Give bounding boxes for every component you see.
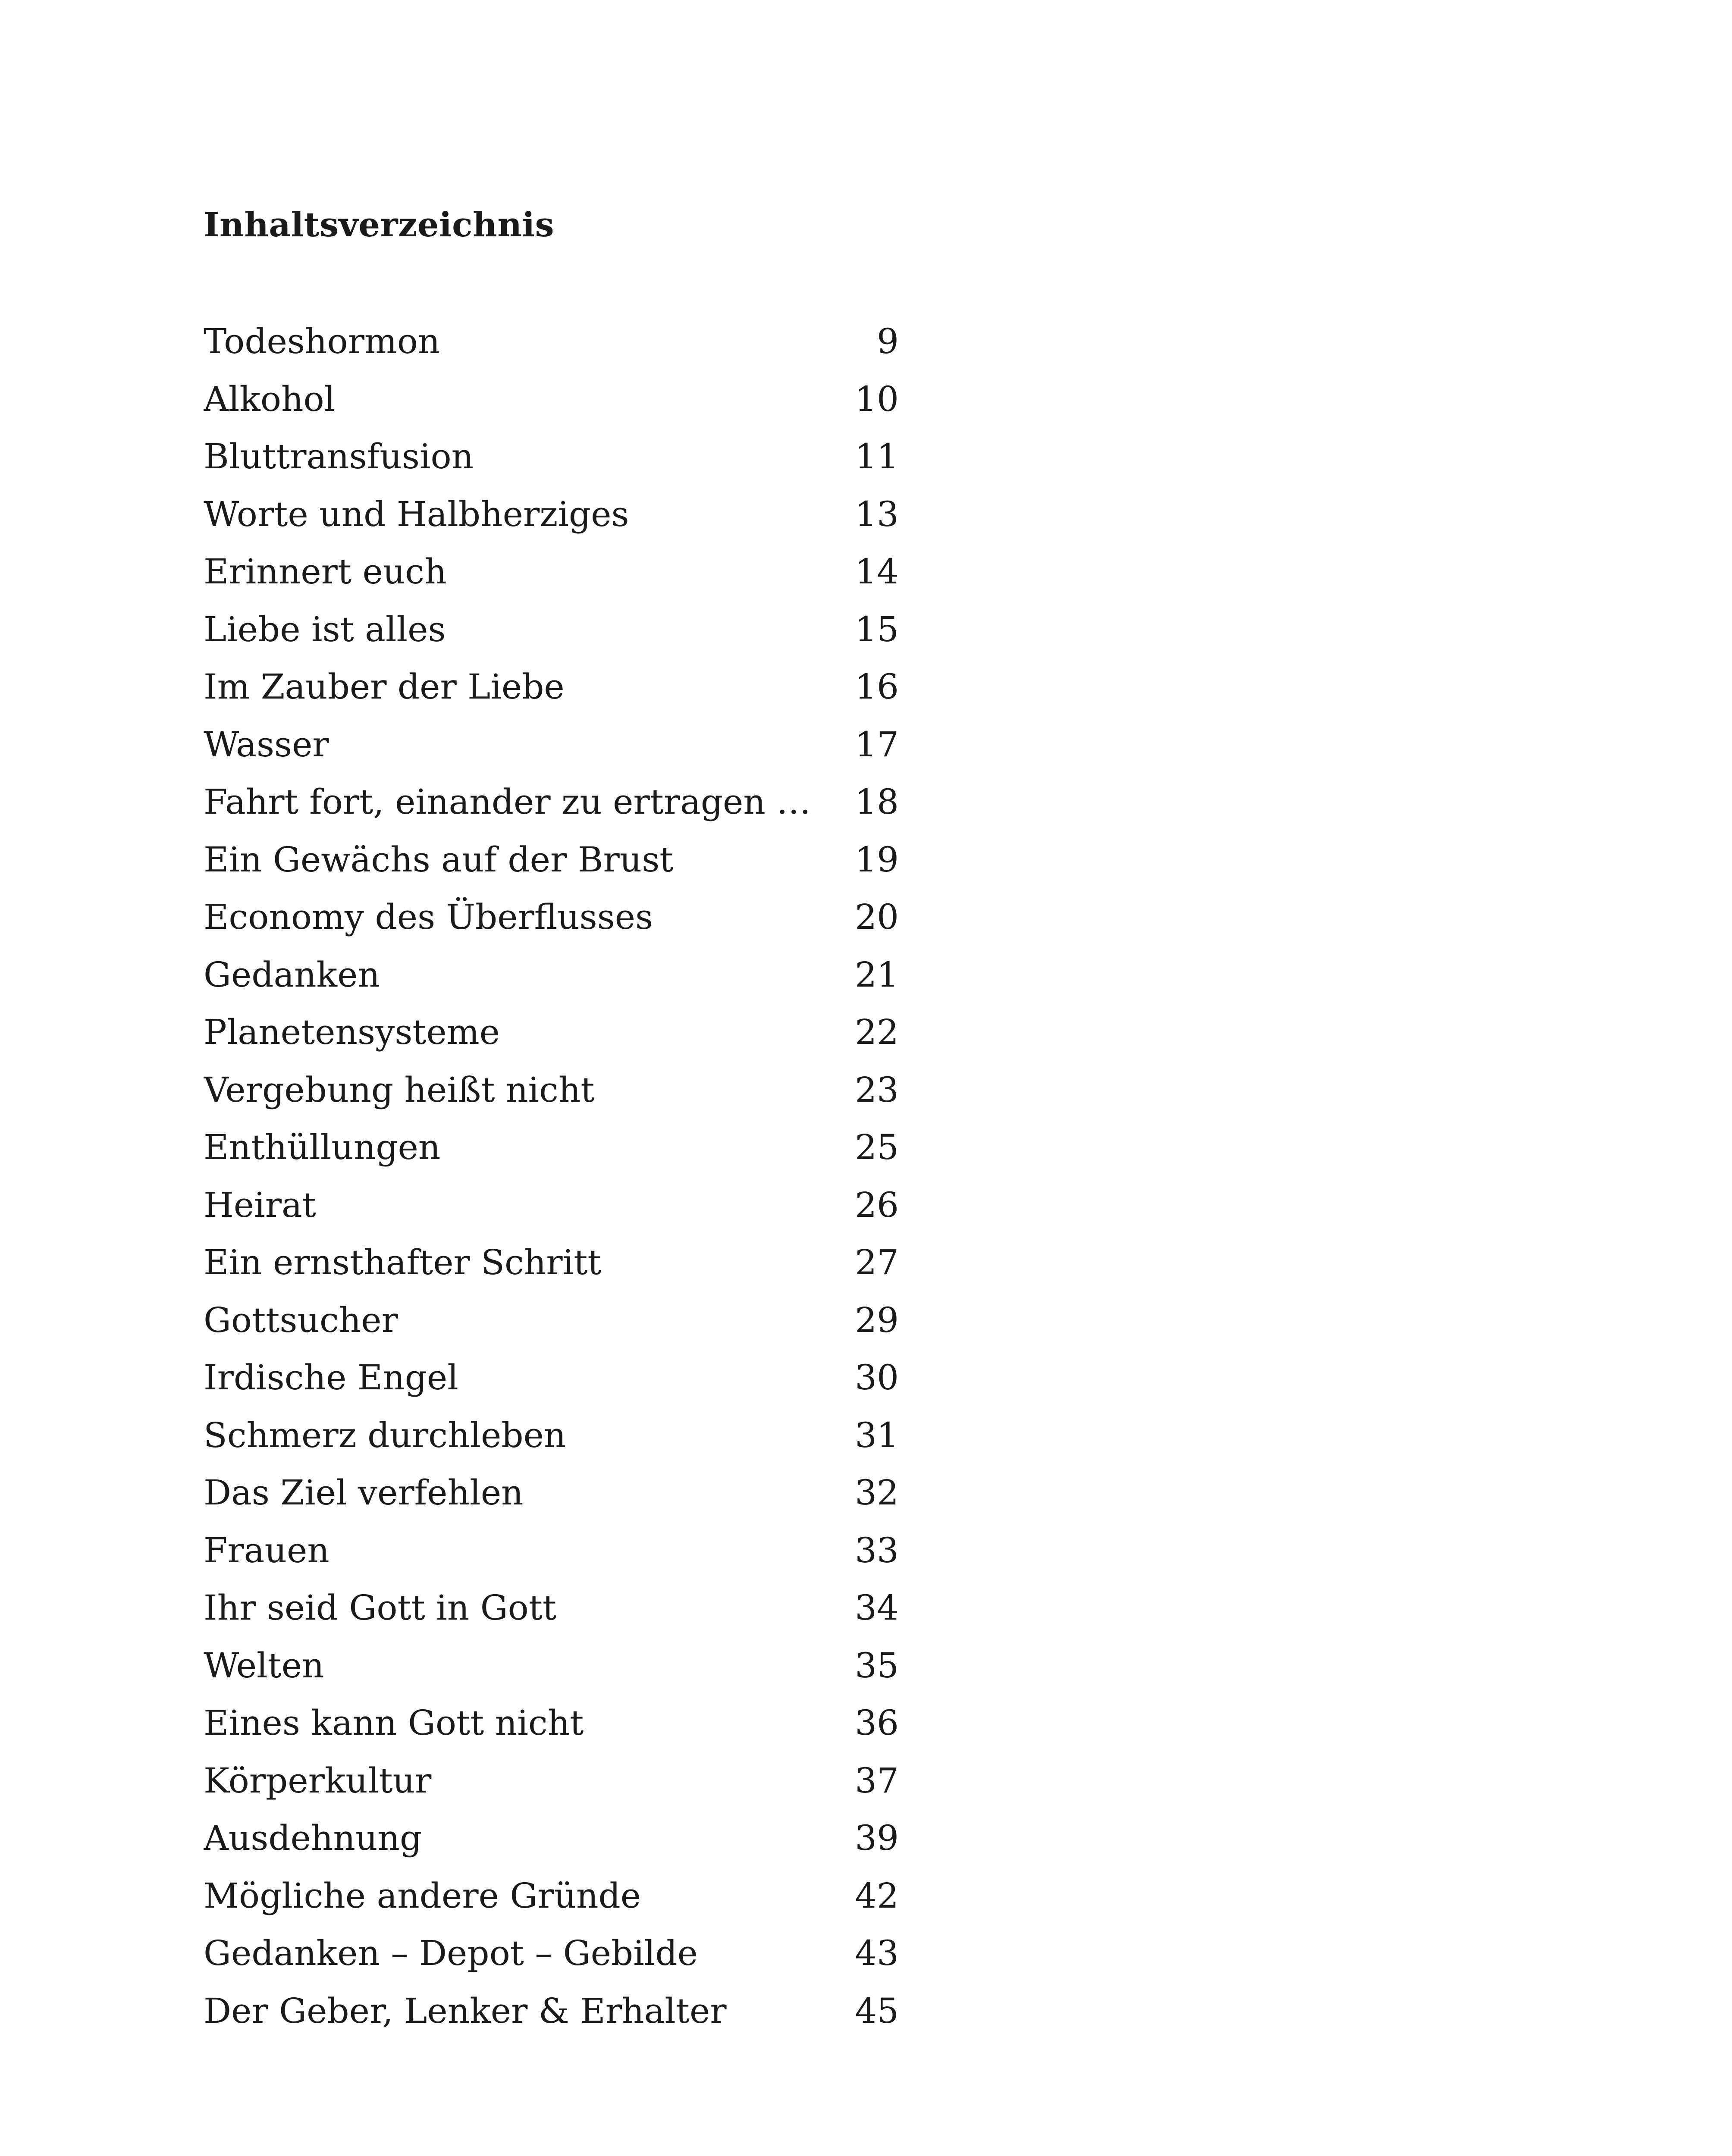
toc-entry [204, 1637, 899, 1695]
toc-entry-title: Irdische Engel [204, 1357, 458, 1398]
toc-entry-title: Ihr seid Gott in Gott [204, 1588, 557, 1628]
toc-entry-title: Im Zauber der Liebe [204, 667, 565, 707]
toc-entry [204, 716, 899, 774]
toc-entry [204, 1924, 899, 1982]
toc-entry-title: Bluttransfusion [204, 436, 474, 477]
toc-entry [204, 1234, 899, 1291]
toc-entry-title: Welten [204, 1645, 324, 1686]
toc-entry [204, 1349, 899, 1407]
toc-entry [204, 313, 899, 370]
toc-entry [204, 1522, 899, 1579]
toc-entry-title: Vergebung heißt nicht [204, 1069, 595, 1110]
toc-entry-page-number: 33 [855, 1530, 899, 1570]
toc-entry-title: Körperkultur [204, 1760, 432, 1801]
toc-heading: Inhaltsverzeichnis [204, 205, 555, 244]
toc-entry-title: Enthüllungen [204, 1127, 441, 1168]
toc-entry-page-number: 20 [855, 897, 899, 937]
toc-entry-title: Planetensysteme [204, 1012, 500, 1053]
toc-entry-page-number: 16 [855, 667, 899, 707]
toc-entry [204, 1982, 899, 2040]
toc-entry [204, 1061, 899, 1119]
toc-entry-title: Schmerz durchleben [204, 1415, 566, 1455]
toc-entry [204, 1407, 899, 1464]
toc-entry-page-number: 34 [855, 1588, 899, 1628]
toc-entry-page-number: 25 [855, 1127, 899, 1168]
toc-entry-page-number: 22 [855, 1012, 899, 1053]
toc-entry-title: Ein ernsthafter Schritt [204, 1242, 602, 1283]
toc-entry-page-number: 11 [855, 436, 899, 477]
toc-entry-title: Wasser [204, 724, 329, 765]
toc-entry [204, 1579, 899, 1637]
toc-entry-title: Mögliche andere Gründe [204, 1875, 641, 1916]
toc-entry-page-number: 17 [855, 724, 899, 765]
toc-entry-page-number: 23 [855, 1069, 899, 1110]
toc-entry [204, 658, 899, 716]
toc-entry-title: Todeshormon [204, 321, 440, 362]
toc-entry [204, 888, 899, 946]
toc-entry-title: Heirat [204, 1185, 316, 1225]
toc-entry-title: Ein Gewächs auf der Brust [204, 839, 674, 880]
toc-entry-page-number: 43 [855, 1933, 899, 1974]
toc-entry-page-number: 18 [855, 782, 899, 822]
toc-entry-title: Gedanken [204, 954, 380, 995]
toc-entry [204, 370, 899, 428]
toc-entry-title: Ausdehnung [204, 1818, 422, 1858]
toc-entry-title: Alkohol [204, 379, 336, 419]
toc-entry-page-number: 31 [855, 1415, 899, 1455]
toc-entry [204, 486, 899, 543]
toc-entry [204, 1119, 899, 1176]
toc-entry-page-number: 10 [855, 379, 899, 419]
toc-entry-page-number: 39 [855, 1818, 899, 1858]
toc-entry [204, 1003, 899, 1061]
toc-entry-page-number: 27 [855, 1242, 899, 1283]
toc-entry-page-number: 37 [855, 1760, 899, 1801]
toc-entry [204, 428, 899, 486]
toc-entry-title: Eines kann Gott nicht [204, 1703, 584, 1743]
toc-entry-page-number: 32 [855, 1473, 899, 1513]
toc-entry [204, 543, 899, 601]
toc-entry-page-number: 35 [855, 1645, 899, 1686]
toc-entry [204, 1464, 899, 1522]
toc-entry-title: Gedanken – Depot – Gebilde [204, 1933, 698, 1974]
toc-entry-title: Gottsucher [204, 1300, 398, 1340]
toc-entry [204, 946, 899, 1004]
toc-entry-page-number: 45 [855, 1990, 899, 2031]
toc-entry [204, 1176, 899, 1234]
toc-entry [204, 1694, 899, 1752]
toc-entry [204, 1291, 899, 1349]
toc-entry-title: Das Ziel verfehlen [204, 1473, 524, 1513]
toc-entry [204, 773, 899, 831]
toc-list [204, 313, 899, 2040]
toc-entry-page-number: 42 [855, 1875, 899, 1916]
toc-entry-title: Worte und Halbherziges [204, 494, 629, 534]
toc-entry-page-number: 9 [877, 321, 899, 362]
toc-entry [204, 601, 899, 658]
toc-entry [204, 831, 899, 889]
toc-entry-title: Frauen [204, 1530, 329, 1570]
toc-entry-page-number: 30 [855, 1357, 899, 1398]
toc-entry-page-number: 29 [855, 1300, 899, 1340]
toc-entry [204, 1809, 899, 1867]
toc-entry-page-number: 26 [855, 1185, 899, 1225]
toc-entry [204, 1752, 899, 1810]
toc-entry-page-number: 14 [855, 552, 899, 592]
toc-entry-title: Fahrt fort, einander zu ertragen … [204, 782, 811, 822]
toc-entry [204, 1867, 899, 1925]
toc-entry-page-number: 36 [855, 1703, 899, 1743]
toc-entry-title: Erinnert euch [204, 552, 447, 592]
toc-entry-title: Liebe ist alles [204, 609, 446, 649]
toc-entry-page-number: 13 [855, 494, 899, 534]
toc-entry-title: Economy des Überflusses [204, 897, 653, 937]
toc-entry-page-number: 19 [855, 839, 899, 880]
toc-entry-title: Der Geber, Lenker & Erhalter [204, 1990, 727, 2031]
toc-entry-page-number: 21 [855, 954, 899, 995]
toc-entry-page-number: 15 [855, 609, 899, 649]
